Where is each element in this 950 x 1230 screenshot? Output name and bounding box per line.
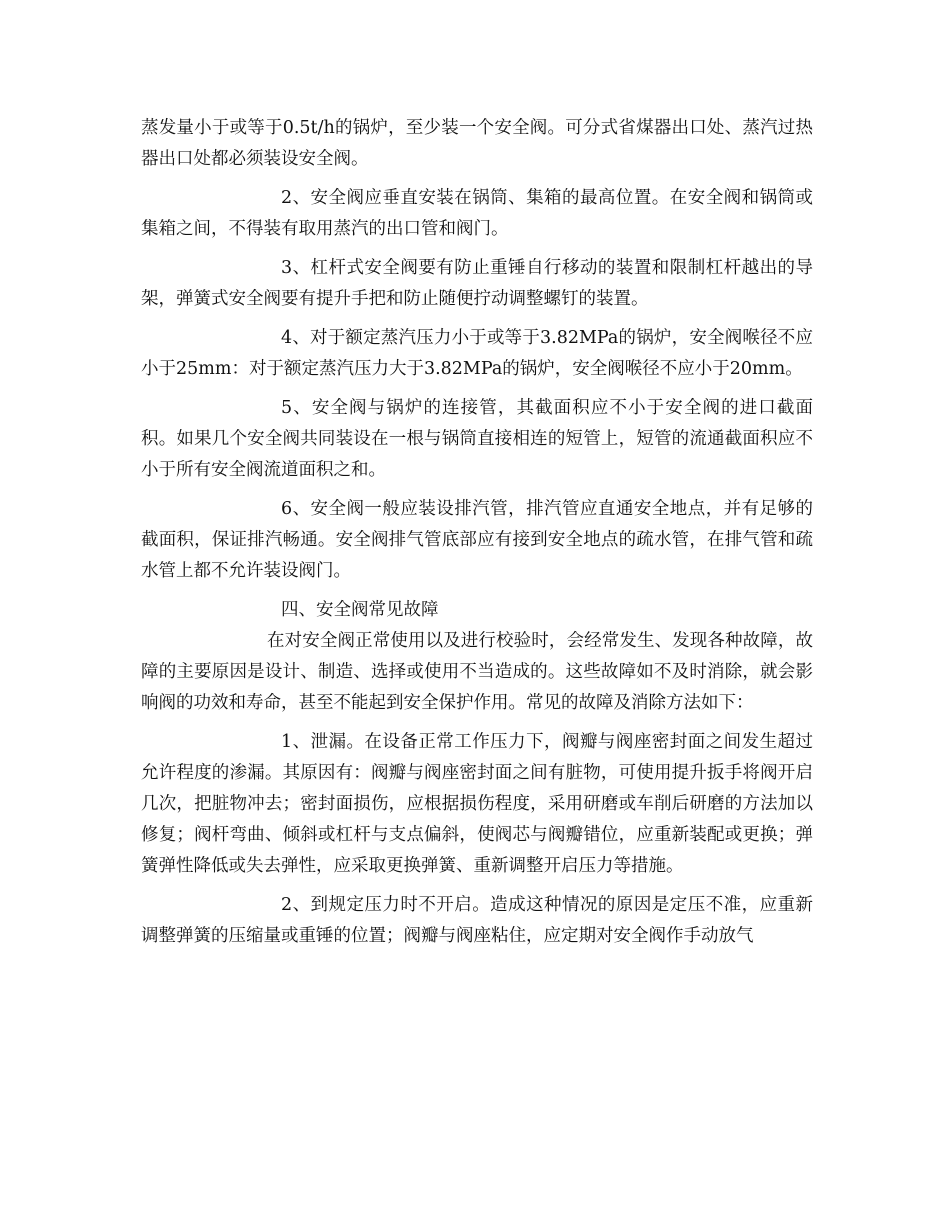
paragraph-item-3: 3、杠杆式安全阀要有防止重锤自行移动的装置和限制杠杆越出的导架，弹簧式安全阀要有提升手把和防止随便拧动调整螺钉的装置。 [141, 258, 813, 309]
paragraph-continuation: 蒸发量小于或等于0.5t/h的锅炉，至少装一个安全阀。可分式省煤器出口处、蒸汽过热器出口处都必须装设安全阀。 [141, 118, 813, 169]
paragraph-item-6: 6、安全阀一般应装设排汽管，排汽管应直通安全地点，并有足够的截面积，保证排汽畅通。安全阀排气管底部应有接到安全地点的疏水管，在排气管和疏水管上都不允许装设阀门。 [141, 499, 813, 581]
paragraph-item-2: 2、安全阀应垂直安装在锅筒、集箱的最高位置。在安全阀和锅筒或集箱之间，不得装有取用蒸汽的出口管和阀门。 [141, 188, 813, 239]
paragraph-fault-2: 2、到规定压力时不开启。造成这种情况的原因是定压不准，应重新调整弹簧的压缩量或重锤的位置；阀瓣与阀座粘住，应定期对安全阀作手动放气 [141, 895, 813, 946]
paragraph-item-5: 5、安全阀与锅炉的连接管，其截面积应不小于安全阀的进口截面积。如果几个安全阀共同装设在一根与锅筒直接相连的短管上，短管的流通截面积应不小于所有安全阀流道面积之和。 [141, 398, 813, 480]
body-text [141, 113, 813, 952]
paragraph-intro: 在对安全阀正常使用以及进行校验时，会经常发生、发现各种故障，故障的主要原因是设计、制造、选择或使用不当造成的。这些故障如不及时消除，就会影响阀的功效和寿命，甚至不能起到安全保护作用。常见的故障及消除方法如下： [141, 631, 813, 713]
paragraph-fault-1: 1、泄漏。在设备正常工作压力下，阀瓣与阀座密封面之间发生超过允许程度的渗漏。其原因有：阀瓣与阀座密封面之间有脏物，可使用提升扳手将阀开启几次，把脏物冲去；密封面损伤，应根据损伤程度，采用研磨或车削后研磨的方法加以修复；阀杆弯曲、倾斜或杠杆与支点偏斜，使阀芯与阀瓣错位，应重新装配或更换；弹簧弹性降低或失去弹性，应采取更换弹簧、重新调整开启压力等措施。 [141, 732, 813, 876]
section-heading: 四、安全阀常见故障 [281, 600, 439, 620]
paragraph-item-4: 4、对于额定蒸汽压力小于或等于3.82MPa的锅炉，安全阀喉径不应小于25mm：对于额定蒸汽压力大于3.82MPa的锅炉，安全阀喉径不应小于20mm。 [141, 328, 813, 379]
